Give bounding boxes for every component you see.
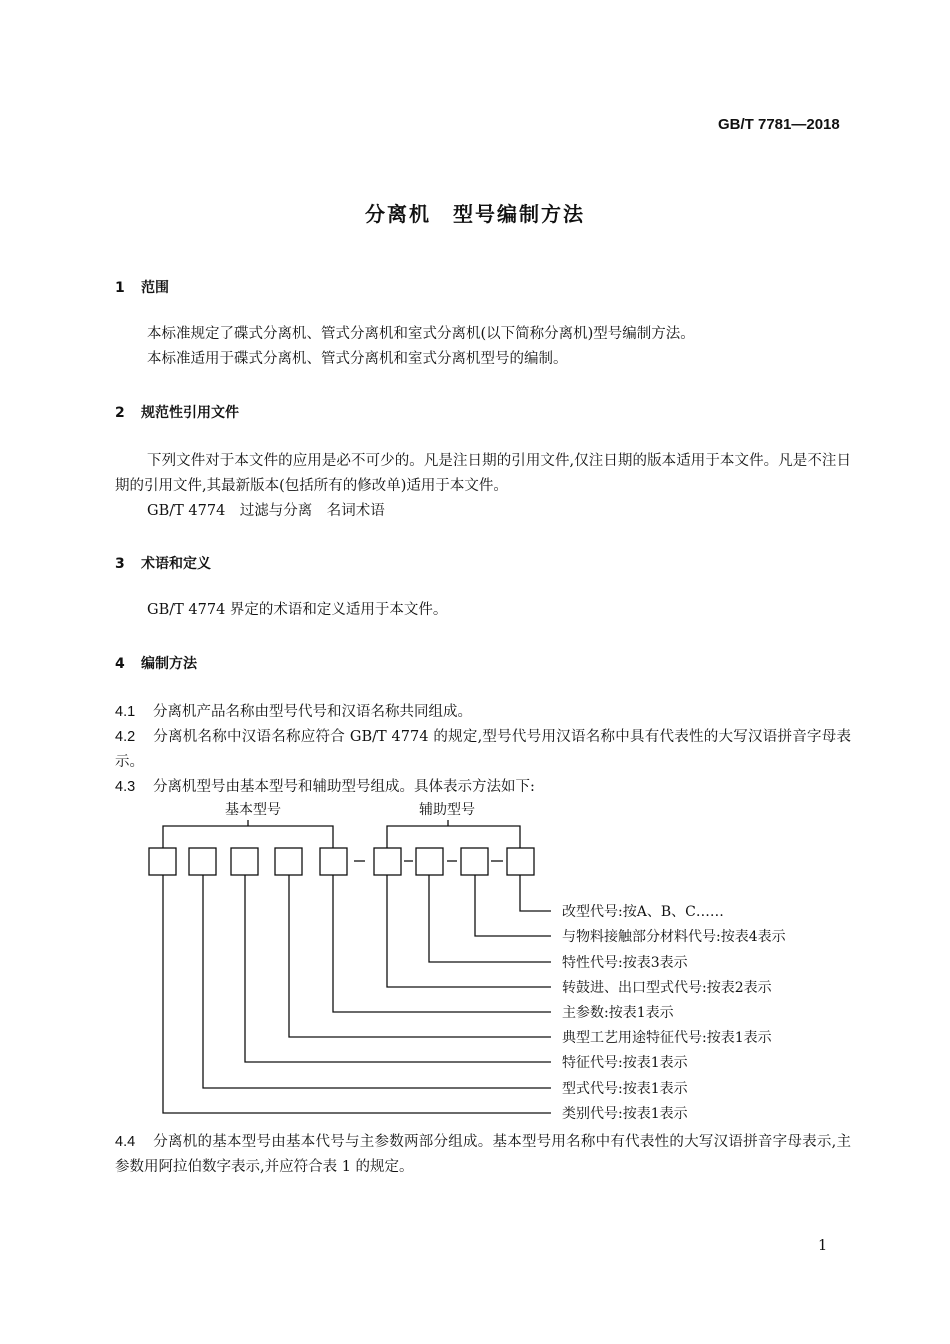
basic-model-bracket: [163, 826, 333, 848]
code-box-2: [189, 848, 216, 875]
leader-line: [203, 875, 551, 1088]
section-number: 4: [115, 656, 125, 672]
standard-number: GB/T 7781—2018: [718, 116, 840, 133]
diagram-label: 改型代号:按A、B、C……: [562, 904, 724, 920]
paragraph: GB/T 4774 界定的术语和定义适用于本文件。: [147, 602, 448, 618]
diagram-label: 典型工艺用途特征代号:按表1表示: [562, 1030, 772, 1046]
diagram-label: 与物料接触部分材料代号:按表4表示: [562, 929, 786, 945]
code-box-6: [374, 848, 401, 875]
paragraph: 本标准适用于碟式分离机、管式分离机和室式分离机型号的编制。: [147, 351, 568, 367]
code-box-4: [275, 848, 302, 875]
aux-model-label: 辅助型号: [419, 802, 475, 818]
section-title: 术语和定义: [141, 556, 211, 572]
diagram-label: 型式代号:按表1表示: [562, 1081, 688, 1097]
diagram-label: 类别代号:按表1表示: [562, 1106, 688, 1122]
leader-line: [333, 875, 551, 1012]
leader-line: [387, 875, 551, 987]
clause-number: 4.4: [115, 1134, 136, 1150]
code-box-9: [507, 848, 534, 875]
section-number: 2: [115, 405, 125, 421]
normative-reference: GB/T 4774 过滤与分离 名词术语: [147, 503, 385, 519]
section-number: 1: [115, 280, 125, 296]
section-title: 范围: [141, 280, 169, 296]
basic-model-label: 基本型号: [225, 802, 281, 818]
clause-number: 4.2: [115, 729, 136, 745]
section-number: 3: [115, 556, 125, 572]
page-number: 1: [818, 1238, 828, 1254]
clause-number: 4.3: [115, 779, 136, 795]
clause-text: 分离机名称中汉语名称应符合 GB/T 4774 的规定,型号代号用汉语名称中具有代表性的大写汉语拼音字母表示。: [115, 729, 851, 770]
code-box-8: [461, 848, 488, 875]
diagram-label: 特性代号:按表3表示: [562, 955, 688, 971]
leader-line: [245, 875, 551, 1062]
code-box-3: [231, 848, 258, 875]
leader-line: [429, 875, 551, 962]
diagram-label: 转鼓进、出口型式代号:按表2表示: [562, 980, 772, 996]
clause-text: 分离机的基本型号由基本代号与主参数两部分组成。基本型号用名称中有代表性的大写汉语拼音字母表示,主参数用阿拉伯数字表示,并应符合表 1 的规定。: [115, 1134, 851, 1175]
clause-text: 分离机型号由基本型号和辅助型号组成。具体表示方法如下:: [153, 779, 535, 795]
section-title: 规范性引用文件: [141, 405, 239, 421]
diagram-label: 特征代号:按表1表示: [562, 1055, 688, 1071]
code-box-1: [149, 848, 176, 875]
paragraph: 下列文件对于本文件的应用是必不可少的。凡是注日期的引用文件,仅注日期的版本适用于本文件。凡是不注日期的引用文件,其最新版本(包括所有的修改单)适用于本文件。: [115, 453, 851, 494]
clause-text: 分离机产品名称由型号代号和汉语名称共同组成。: [153, 704, 472, 720]
leader-line: [475, 875, 551, 936]
code-box-5: [320, 848, 347, 875]
section-title: 编制方法: [141, 656, 197, 672]
leader-line: [289, 875, 551, 1037]
paragraph: 本标准规定了碟式分离机、管式分离机和室式分离机(以下简称分离机)型号编制方法。: [147, 326, 695, 342]
code-box-7: [416, 848, 443, 875]
diagram-label: 主参数:按表1表示: [562, 1005, 674, 1021]
leader-line: [520, 875, 551, 911]
page-title: 分离机 型号编制方法: [365, 202, 585, 226]
leader-line: [163, 875, 551, 1113]
clause-4-4: [115, 1130, 851, 1180]
aux-model-bracket: [387, 826, 520, 848]
clause-number: 4.1: [115, 704, 136, 720]
